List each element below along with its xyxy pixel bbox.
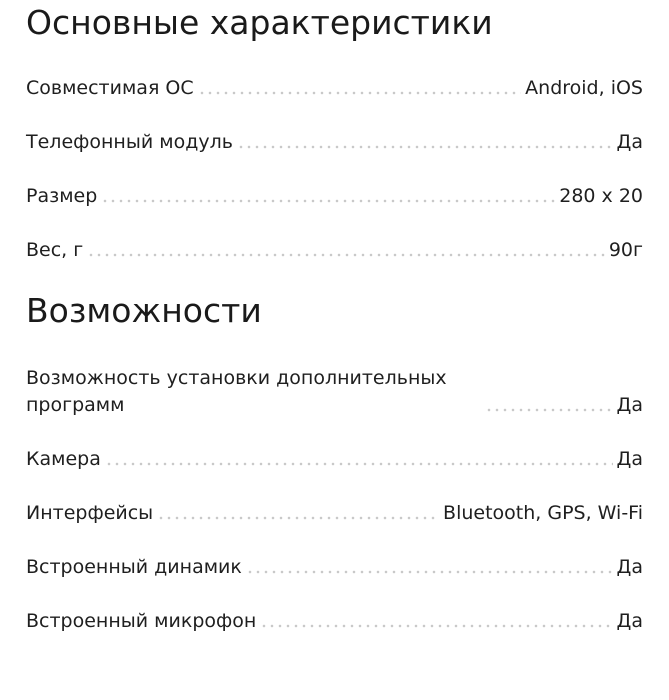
spec-label: Встроенный динамик: [26, 556, 242, 578]
spec-row-speaker: [26, 554, 643, 581]
dotted-leader: [157, 515, 439, 521]
spec-row-size: [26, 183, 643, 210]
spec-value: Да: [616, 394, 643, 416]
spec-row-camera: [26, 446, 643, 473]
spec-label: Камера: [26, 448, 101, 470]
section-title-main-specs: Основные характеристики: [26, 3, 493, 42]
dotted-leader: [105, 461, 613, 467]
spec-label: Вес, г: [26, 239, 84, 261]
section-title-features: Возможности: [26, 291, 262, 330]
dotted-leader: [87, 252, 605, 258]
spec-row-weight: [26, 237, 643, 264]
dotted-leader: [246, 569, 613, 575]
spec-value: Да: [616, 556, 643, 578]
spec-row-interfaces: [26, 500, 643, 527]
dotted-leader: [198, 90, 522, 96]
spec-row-compatible-os: [26, 75, 643, 102]
spec-value: Да: [616, 131, 643, 153]
dotted-leader: [101, 198, 555, 204]
spec-row-app-install: [26, 365, 643, 419]
spec-label: Телефонный модуль: [26, 131, 233, 153]
spec-value: Да: [616, 610, 643, 632]
spec-value: Да: [616, 448, 643, 470]
spec-label: Интерфейсы: [26, 502, 154, 524]
spec-value: 90г: [608, 239, 643, 261]
dotted-leader: [237, 144, 613, 150]
spec-label: Совместимая ОС: [26, 77, 194, 99]
spec-label: Размер: [26, 185, 98, 207]
spec-row-phone-module: [26, 129, 643, 156]
spec-value: Bluetooth, GPS, Wi-Fi: [443, 502, 643, 524]
dotted-leader: [485, 407, 613, 413]
spec-row-microphone: [26, 608, 643, 635]
spec-value: 280 x 20: [559, 185, 643, 207]
dotted-leader: [260, 623, 612, 629]
spec-label: Возможность установки дополнительных программ: [26, 367, 447, 416]
spec-label: Встроенный микрофон: [26, 610, 257, 632]
spec-value: Android, iOS: [525, 77, 643, 99]
